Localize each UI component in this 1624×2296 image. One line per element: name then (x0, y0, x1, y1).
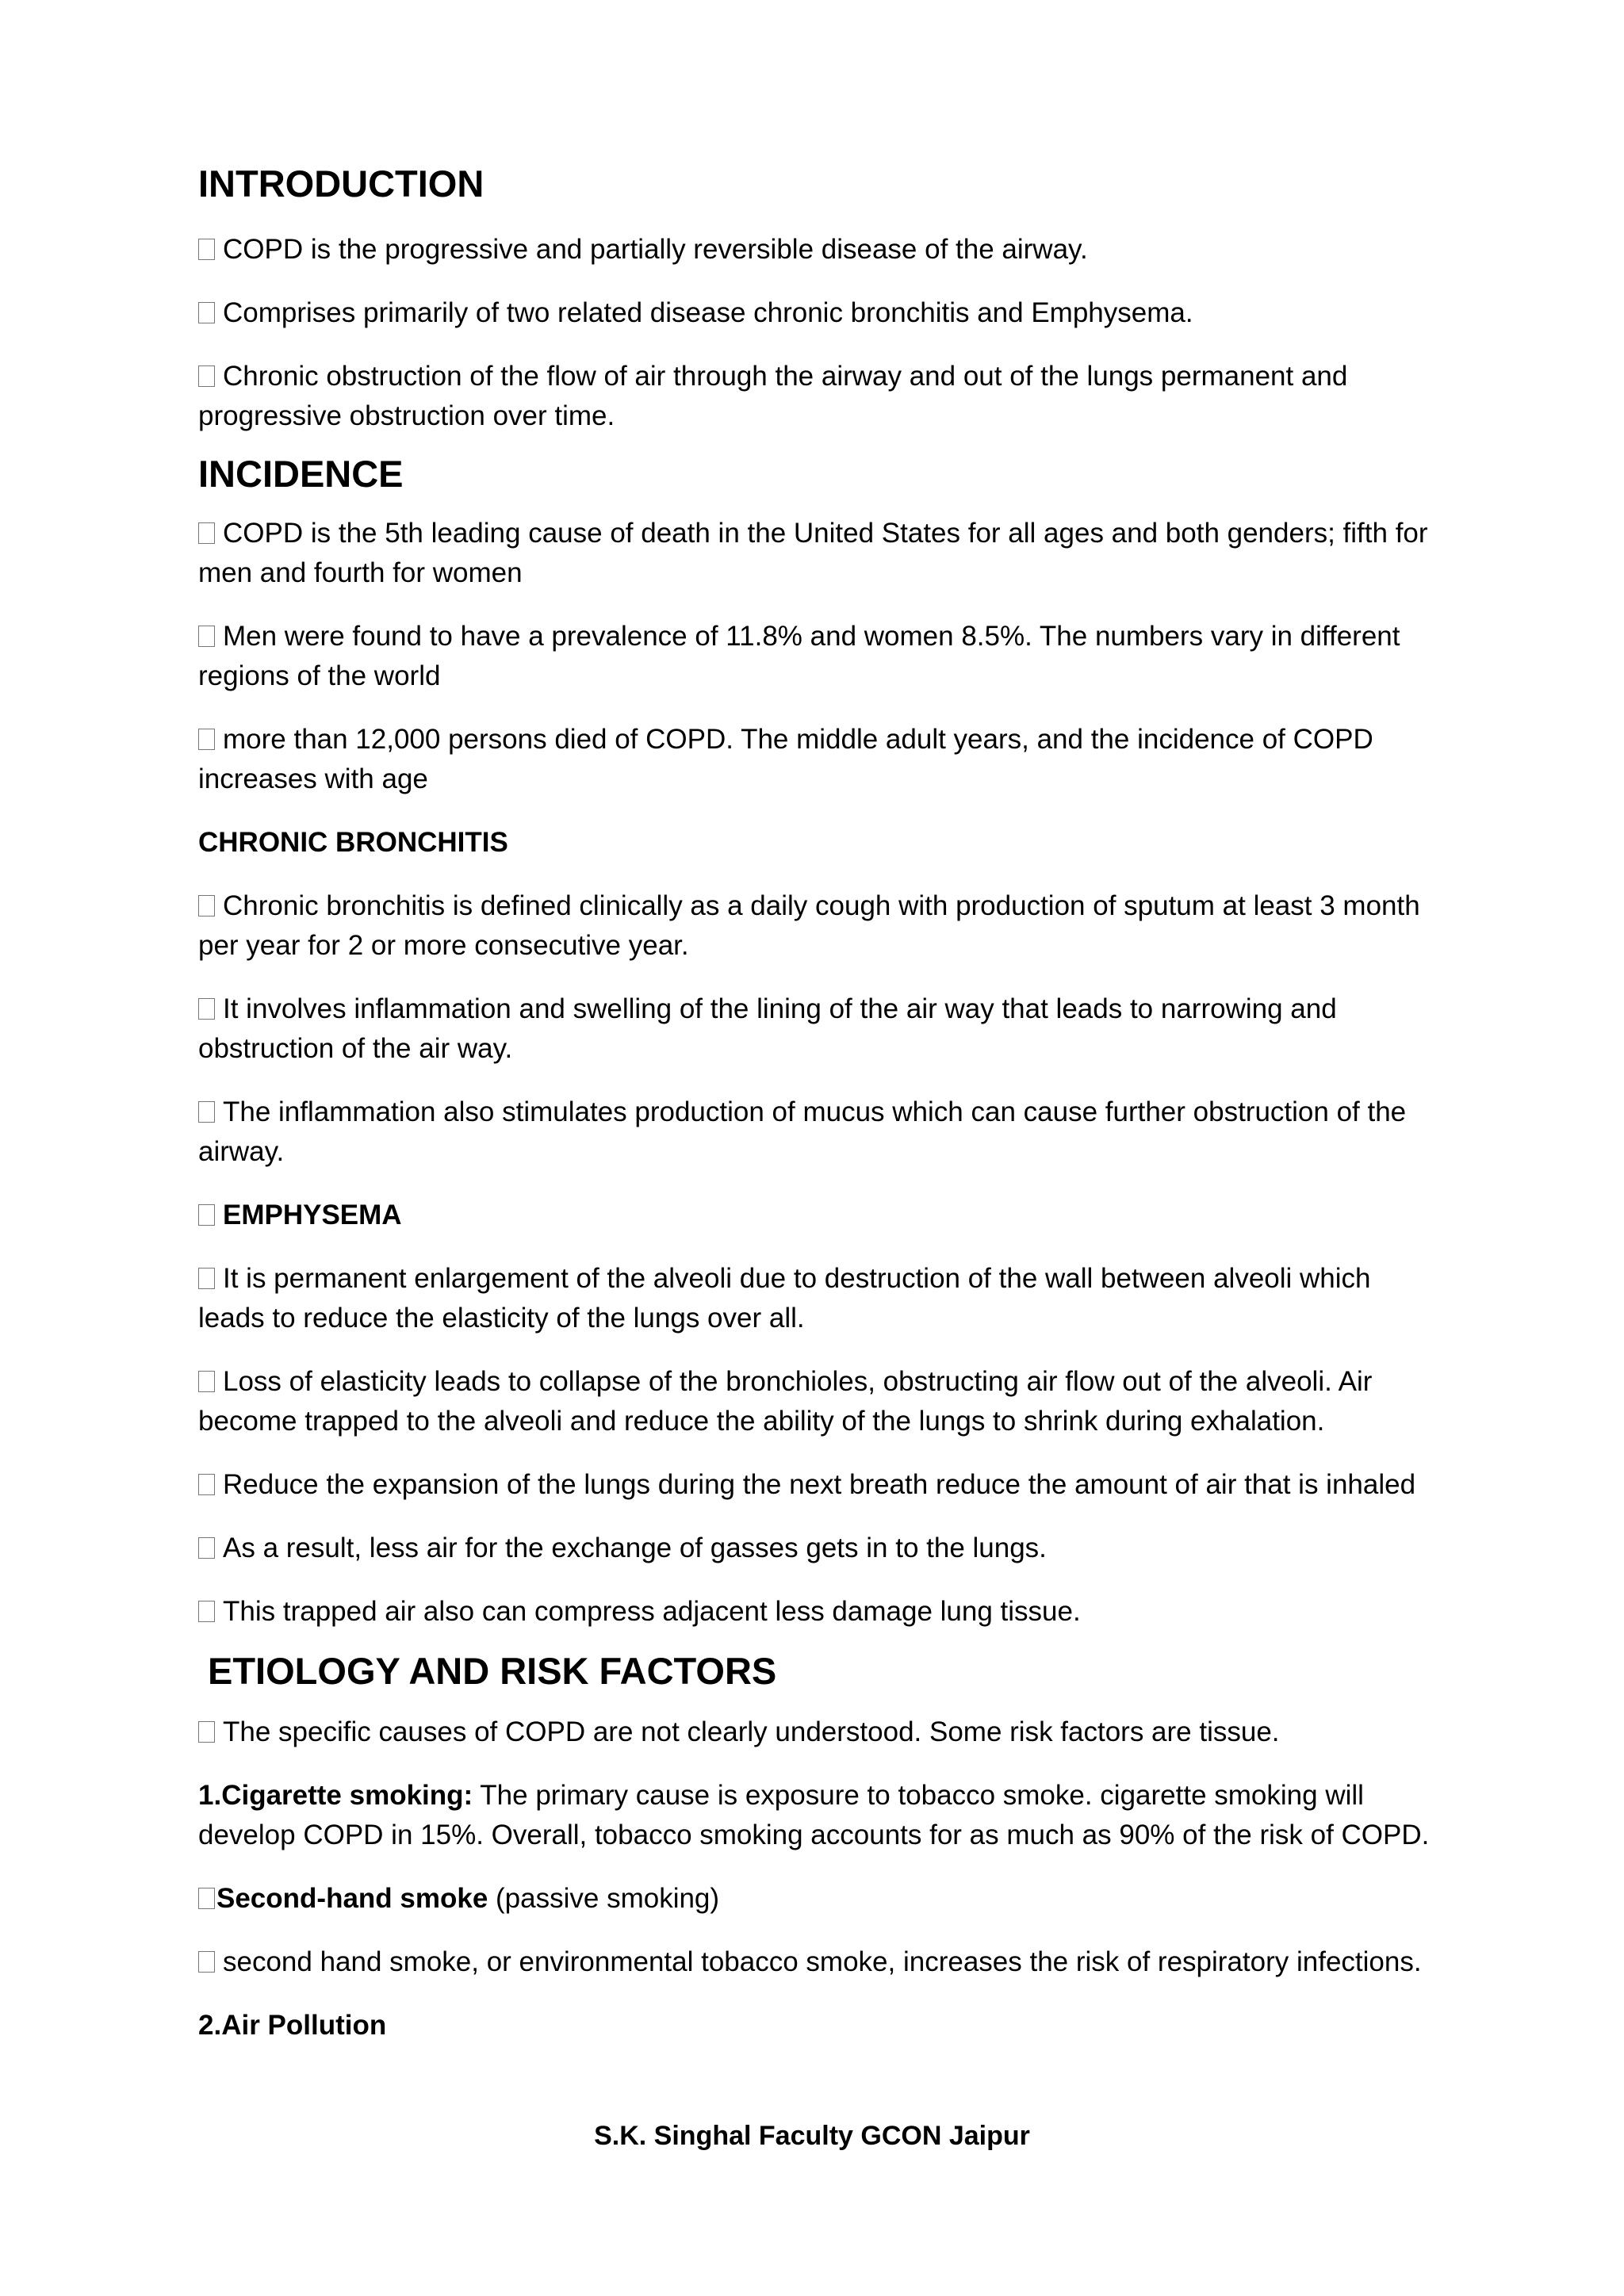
bullet-glyph-icon (198, 522, 215, 544)
incidence-bullet-2: Men were found to have a prevalence of 11.8% and women 8.5%. The numbers vary in different regions of the world (198, 621, 1400, 691)
emphysema-bullet-1: It is permanent enlargement of the alveoli due to destruction of the wall between alveoli which leads to reduce the elasticity of the lungs over all. (198, 1263, 1371, 1334)
second-hand-smoke-bullet: second hand smoke, or environmental tobacco smoke, increases the risk of respiratory infections. (198, 1942, 1435, 1982)
bronchitis-bullet-2: It involves inflammation and swelling of the lining of the air way that leads to narrowing and obstruction of the air way. (198, 993, 1337, 1064)
bullet-glyph-icon (198, 1371, 215, 1392)
page-footer: S.K. Singhal Faculty GCON Jaipur (594, 2121, 1030, 2151)
bullet-glyph-icon (198, 626, 215, 647)
intro-bullet-3: Chronic obstruction of the flow of air through the airway and out of the lungs permanent and progressive obstruction over time. (198, 361, 1348, 431)
bullet-glyph-icon (198, 1474, 215, 1495)
bronchitis-bullet-1: Chronic bronchitis is defined clinically as a daily cough with production of sputum at least 3 month per year for 2 or more consecutive year. (198, 890, 1420, 961)
bullet-glyph-icon (198, 1204, 215, 1226)
air-pollution: 2.Air Pollution (198, 2010, 387, 2041)
bullet-glyph-icon (198, 998, 215, 1020)
incidence-bullet-3: more than 12,000 persons died of COPD. The middle adult years, and the incidence of COPD increases with age (198, 724, 1373, 794)
heading-chronic-bronchitis: CHRONIC BRONCHITIS (198, 827, 508, 858)
second-hand-smoke: Second-hand smoke (passive smoking) (198, 1879, 1435, 1919)
bullet-glyph-icon (198, 1101, 215, 1123)
bullet-glyph-icon (198, 1537, 215, 1559)
heading-emphysema: EMPHYSEMA (198, 1196, 1435, 1235)
emphysema-bullet-4: As a result, less air for the exchange of gasses gets in to the lungs. (198, 1529, 1435, 1568)
bullet-glyph-icon (198, 239, 215, 260)
bullet-glyph-icon (198, 1268, 215, 1289)
bullet-glyph-icon (198, 1721, 215, 1743)
bullet-glyph-icon (198, 1951, 215, 1973)
bullet-glyph-icon (198, 729, 215, 750)
etiology-intro: The specific causes of COPD are not clearly understood. Some risk factors are tissue. (198, 1712, 1435, 1752)
heading-incidence: INCIDENCE (198, 453, 404, 495)
heading-introduction: INTRODUCTION (198, 163, 485, 205)
bullet-glyph-icon (198, 895, 215, 916)
cigarette-smoking: 1.Cigarette smoking: The primary cause is exposure to tobacco smoke. cigarette smoking will develop COPD in 15%. Overall, tobacco smoking accounts for as much as 90% of the risk of COPD. (198, 1780, 1430, 1850)
bullet-glyph-icon (198, 1888, 215, 1909)
bronchitis-bullet-3: The inflammation also stimulates production of mucus which can cause further obstruction of the airway. (198, 1096, 1407, 1167)
page-content (198, 159, 1435, 2045)
intro-bullet-1: COPD is the progressive and partially reversible disease of the airway. (198, 230, 1435, 270)
incidence-bullet-1: COPD is the 5th leading cause of death in the United States for all ages and both genders; fifth for men and fourth for women (198, 518, 1428, 588)
emphysema-bullet-5: This trapped air also can compress adjacent less damage lung tissue. (198, 1592, 1435, 1632)
bullet-glyph-icon (198, 365, 215, 387)
bullet-glyph-icon (198, 1601, 215, 1622)
heading-etiology: ETIOLOGY AND RISK FACTORS (208, 1650, 777, 1692)
emphysema-bullet-3: Reduce the expansion of the lungs during the next breath reduce the amount of air that is inhaled (198, 1465, 1435, 1505)
bullet-glyph-icon (198, 302, 215, 323)
emphysema-bullet-2: Loss of elasticity leads to collapse of the bronchioles, obstructing air flow out of the alveoli. Air become trapped to the alveoli and reduce the ability of the lungs to shrink during exhalation. (198, 1366, 1373, 1437)
intro-bullet-2: Comprises primarily of two related disease chronic bronchitis and Emphysema. (198, 293, 1435, 333)
